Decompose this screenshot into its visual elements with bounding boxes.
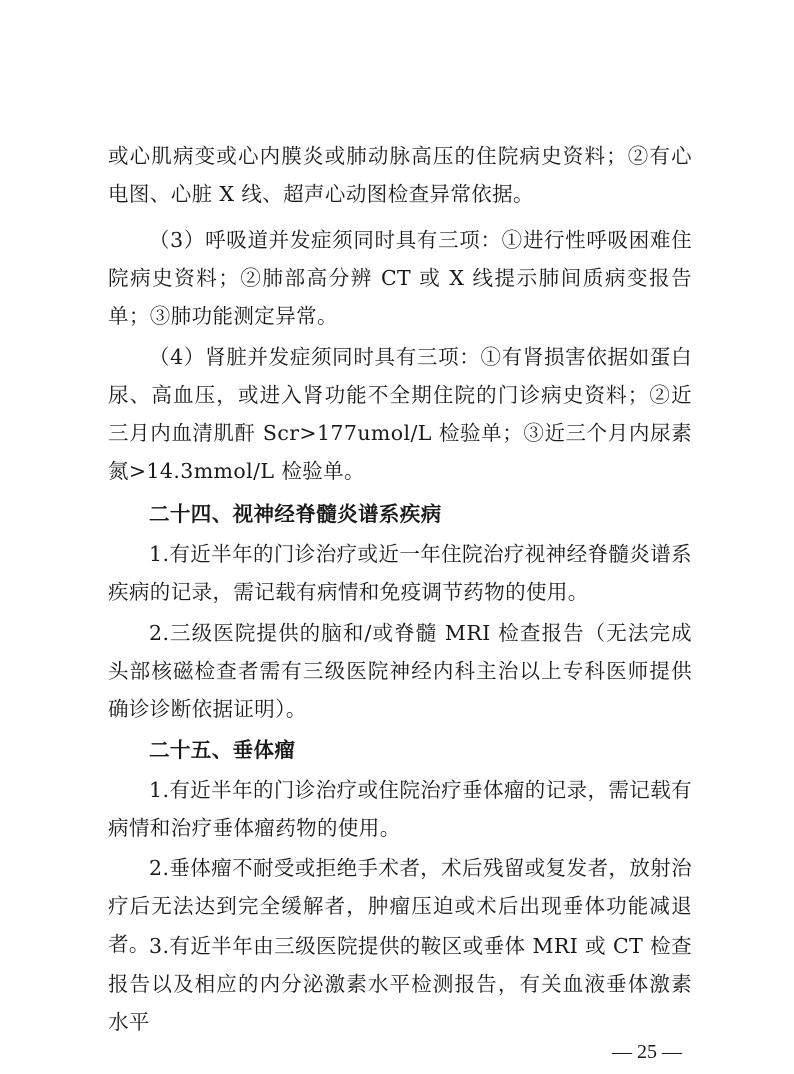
- page-number: — 25 —: [612, 1041, 682, 1063]
- section-heading-25: 二十五、垂体瘤: [149, 738, 296, 762]
- paragraph-cardiac-continued: 或心肌病变或心内膜炎或肺动脉高压的住院病史资料；②有心电图、心脏 X 线、超声心动图检查异常依据。: [108, 144, 692, 206]
- paragraph-renal-complication: （4）肾脏并发症须同时具有三项：①有肾损害依据如蛋白尿、高血压，或进入肾功能不全期住院的门诊病史资料；②近三月内血清肌酐 Scr>177umol/L 检验单；③近三个月内尿素氮>14.3mmol/L 检验单。: [108, 345, 692, 483]
- section-heading-24: 二十四、视神经脊髓炎谱系疾病: [149, 502, 442, 526]
- paragraph-pituitary-1: 1.有近半年的门诊治疗或住院治疗垂体瘤的记录，需记载有病情和治疗垂体瘤药物的使用。: [108, 778, 692, 840]
- paragraph-respiratory-complication: （3）呼吸道并发症须同时具有三项：①进行性呼吸困难住院病史资料；②肺部高分辨 CT 或 X 线提示肺间质病变报告单；③肺功能测定异常。: [108, 228, 692, 328]
- paragraph-pituitary-3: 3.有近半年由三级医院提供的鞍区或垂体 MRI 或 CT 检查报告以及相应的内分泌激素水平检测报告，有关血液垂体激素水平: [108, 934, 692, 1034]
- paragraph-pituitary-2: 2.垂体瘤不耐受或拒绝手术者，术后残留或复发者，放射治疗后无法达到完全缓解者，肿瘤压迫或术后出现垂体功能减退者。: [108, 856, 692, 956]
- paragraph-nmosd-2: 2.三级医院提供的脑和/或脊髓 MRI 检查报告（无法完成头部核磁检查者需有三级医院神经内科主治以上专科医师提供确诊诊断依据证明）。: [108, 621, 692, 721]
- paragraph-nmosd-1: 1.有近半年的门诊治疗或近一年住院治疗视神经脊髓炎谱系疾病的记录，需记载有病情和免疫调节药物的使用。: [108, 542, 692, 604]
